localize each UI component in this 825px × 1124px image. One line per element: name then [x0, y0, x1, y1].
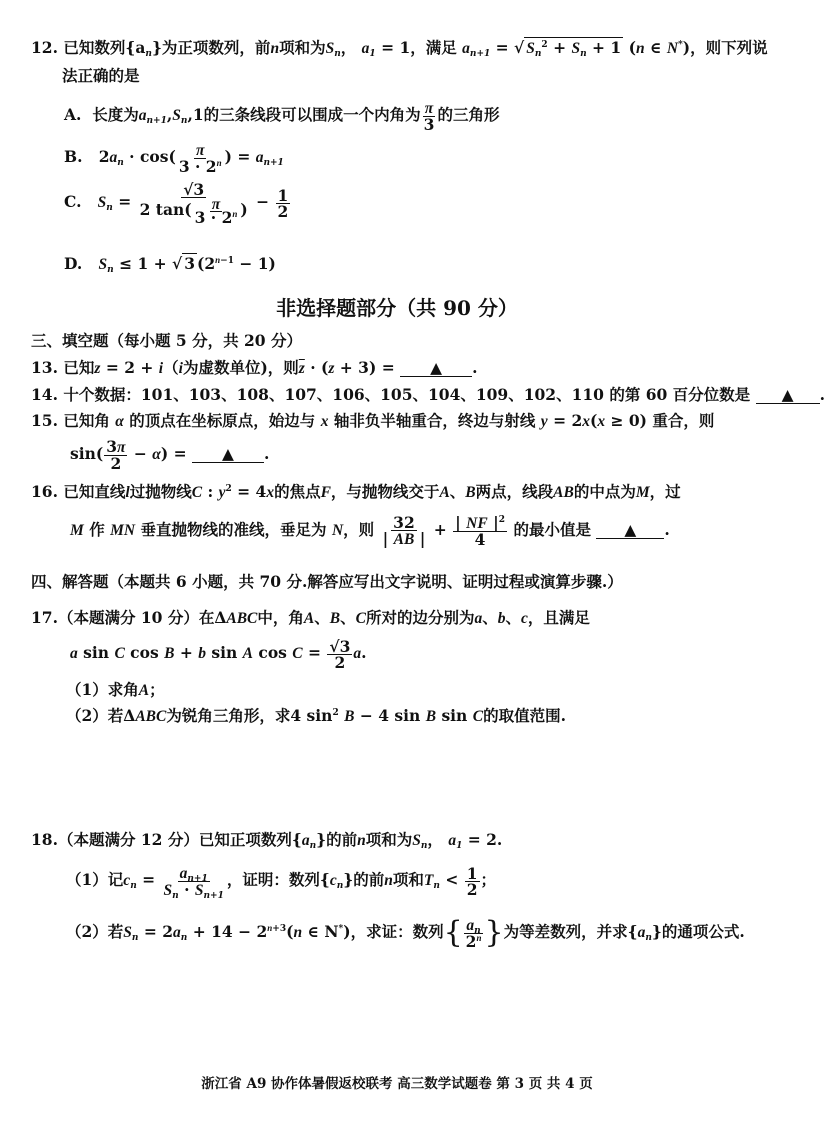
- q13: 13. 已知z = 2 + i（i为虚数单位)，则$\overline{z} \cdot (z + 3)$ = ▲ .: [31, 358, 478, 377]
- q16-line1: 16. 已知直线l过抛物线C : $y^2 = 4x$的焦点F，与抛物线交于A、B两点，线段AB的中点为M，过: [31, 482, 681, 501]
- q14-answer-blank[interactable]: ▲: [756, 387, 820, 404]
- q14: 14. 十个数据：101、103、108、107、106、105、104、109、102、110 的第 60 百分位数是 ▲ .: [31, 385, 825, 404]
- q18-part2: （2）若$S_n = 2a_n + 14 - 2^{n+3}(n$ ∈ N*)，求证：数列{ $\frac{a_n}{2^n}$ }为等差数列，并求$\{a_n\}$的通项公式.: [66, 915, 745, 951]
- q12-stem-line2: 法正确的是: [62, 66, 140, 85]
- q12-option-a: A. 长度为$a_{n+1},S_n,1$的三条线段可以围成一个内角为 $\frac{\pi}{3}$ 的三角形: [64, 100, 500, 134]
- q12-option-d: D. $S_n \le 1$ + √ 3 $(2^{n-1} - 1)$: [64, 254, 276, 275]
- page-footer: 浙江省 A9 协作体暑假返校联考 高三数学试题卷 第 3 页 共 4 页: [201, 1076, 593, 1092]
- q16-line2: M 作 MN 垂直抛物线的准线，垂足为 N，则 $\frac{32}{| AB |}$ + $\frac{| NF |^2}{4}$ 的最小值是 ▲ .: [70, 513, 670, 549]
- q15-line1: 15. 已知角 α 的顶点在坐标原点，始边与 x 轴非负半轴重合，终边与射线 y = 2x(x ≥ 0) 重合，则: [31, 411, 715, 430]
- q15-line2: sin( $\frac{3\pi}{2}$ − α) = ▲ .: [70, 437, 270, 473]
- q12-stem-line1: 12. 已知数列$\{a_n\}$为正项数列，前n项和为$S_n$， $a_1 = 1$，满足 $a_{n+1}$ = √ $S_n^2 + S_n + 1$ (n ∈ N*)，则下列说: [31, 38, 768, 59]
- q17-part2: （2）若ΔABC为锐角三角形，求4 $\sin^2 B - 4$ sin B sin C的取值范围.: [66, 706, 566, 725]
- q17-part1: （1）求角A；: [66, 680, 165, 699]
- q18-part1: （1）记$c_n$ = $\frac{a_{n+1}}{S_n \cdot S_{n+1}}$ ，证明：数列$\{c_n\}$的前n项和$T_n$ < $\frac{1}{2}$ ；: [66, 863, 497, 901]
- q12-option-b: B. $2a_n \cdot \cos$( $\frac{\pi}{3 \cdot 2^n}$ ) = $a_{n+1}$: [64, 142, 284, 176]
- section4-title: 四、解答题（本题共 6 小题，共 70 分.解答应写出文字说明、证明过程或演算步骤.）: [31, 572, 623, 591]
- q15-answer-blank[interactable]: ▲: [192, 446, 264, 463]
- q16-answer-blank[interactable]: ▲: [596, 522, 664, 539]
- q12-option-c: C. $S_n$ = √3 2 tan( $\frac{\pi}{3 \cdot 2^n}$ ) − $\frac{1}{2}$: [64, 180, 289, 227]
- q17-stem-line1: 17.（本题满分 10 分）在ΔABC中，角A、B、C所对的边分别为a、b、c，且满足: [31, 608, 590, 627]
- q18-stem: 18.（本题满分 12 分）已知正项数列$\{a_n\}$的前n项和为$S_n$， $a_1 = 2$.: [31, 830, 503, 851]
- section-heading: 非选择题部分（共 90 分）: [276, 296, 518, 320]
- section3-title: 三、填空题（每小题 5 分，共 20 分）: [31, 331, 302, 350]
- q17-condition: a sin C cos B + b sin A cos C = $\frac{√3}{2}$ a.: [70, 636, 367, 672]
- q12-number: 12.: [31, 38, 58, 57]
- q13-answer-blank[interactable]: ▲: [400, 360, 472, 377]
